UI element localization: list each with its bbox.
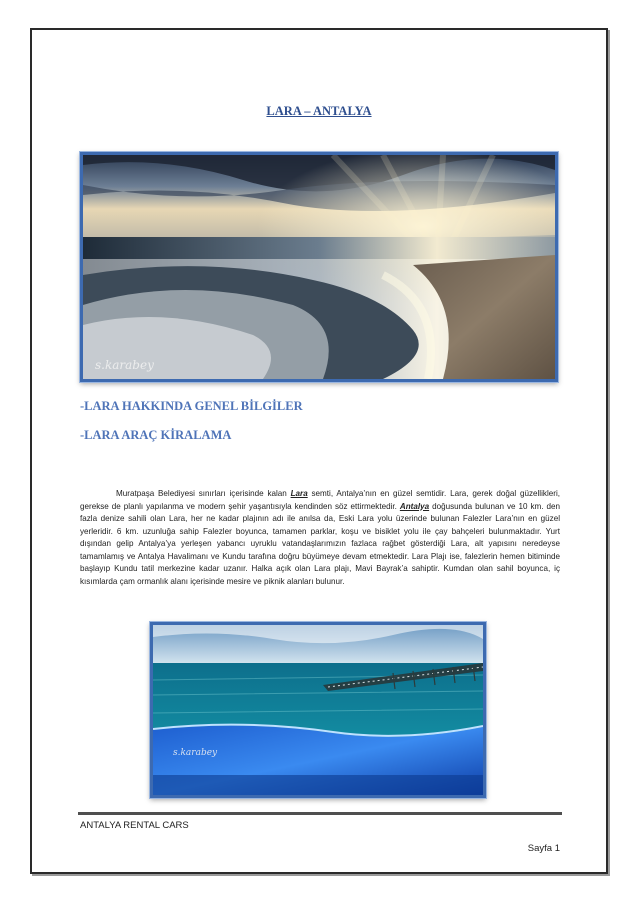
- keyword-antalya: Antalya: [399, 501, 430, 511]
- beach-photo: [80, 152, 558, 382]
- section-heading-car-rental: -LARA ARAÇ KİRALAMA: [80, 428, 232, 442]
- photo-watermark: s.karabey: [95, 358, 154, 372]
- footer-divider: [78, 812, 562, 815]
- paragraph-text: Muratpaşa Belediyesi sınırları içerisinde kalan: [116, 489, 291, 498]
- footer-company: ANTALYA RENTAL CARS: [80, 820, 189, 831]
- page-number: Sayfa 1: [527, 843, 560, 854]
- photo-watermark: s.karabey: [173, 748, 218, 758]
- document-title: LARA – ANTALYA: [266, 104, 372, 118]
- paragraph-text: semti, Antalya’nın en güzel semtidir. Lara, gerek doğal güzellikleri, gerekse de planlı yapılanma ve modern şehir yaşantısıyla kendinden söz ettirmektedir.: [80, 489, 560, 511]
- pool-photo: [150, 622, 486, 798]
- keyword-lara: Lara: [290, 489, 308, 498]
- paragraph-text: doğusunda bulunan ve 10 km. den fazla denize sahili olan Lara, her ne kadar plajının adı ile anılsa da, Eski Lara yolu üzerinde bulunan Falezler Lara’nın en güzel yerleridir. 6 km. uzunluğa sahip Falezler boyunca, tamamen parklar, koşu ve bisiklet yolu ile çay bahçeleri bulunmaktadır. Yurt dışından gelip Antalya’ya yerleşen yabancı uyruklu vatandaşlarımızın fazlaca rağbet gösterdiği Lara, alt yapısını neredeyse tamamlamış ve Antalya Havalimanı ve Kundu tarafına doğru büyümeye devam etmektedir. Lara Plajı ise, falezlerin hemen bitiminde başlayıp Kundu tatil merkezine kadar uzanır. Halka açık olan Lara plajı, Mavi Bayrak’a sahiptir. Kumdan olan sahil boyunca, iç kısımlarda çam ormanlık alanı içerisinde mesire ve piknik alanları bulunur.: [80, 501, 560, 586]
- pool-illustration: [153, 625, 483, 795]
- section-heading-general-info: -LARA HAKKINDA GENEL BİLGİLER: [80, 399, 303, 413]
- body-paragraph: [80, 488, 560, 588]
- beach-illustration: [83, 155, 555, 379]
